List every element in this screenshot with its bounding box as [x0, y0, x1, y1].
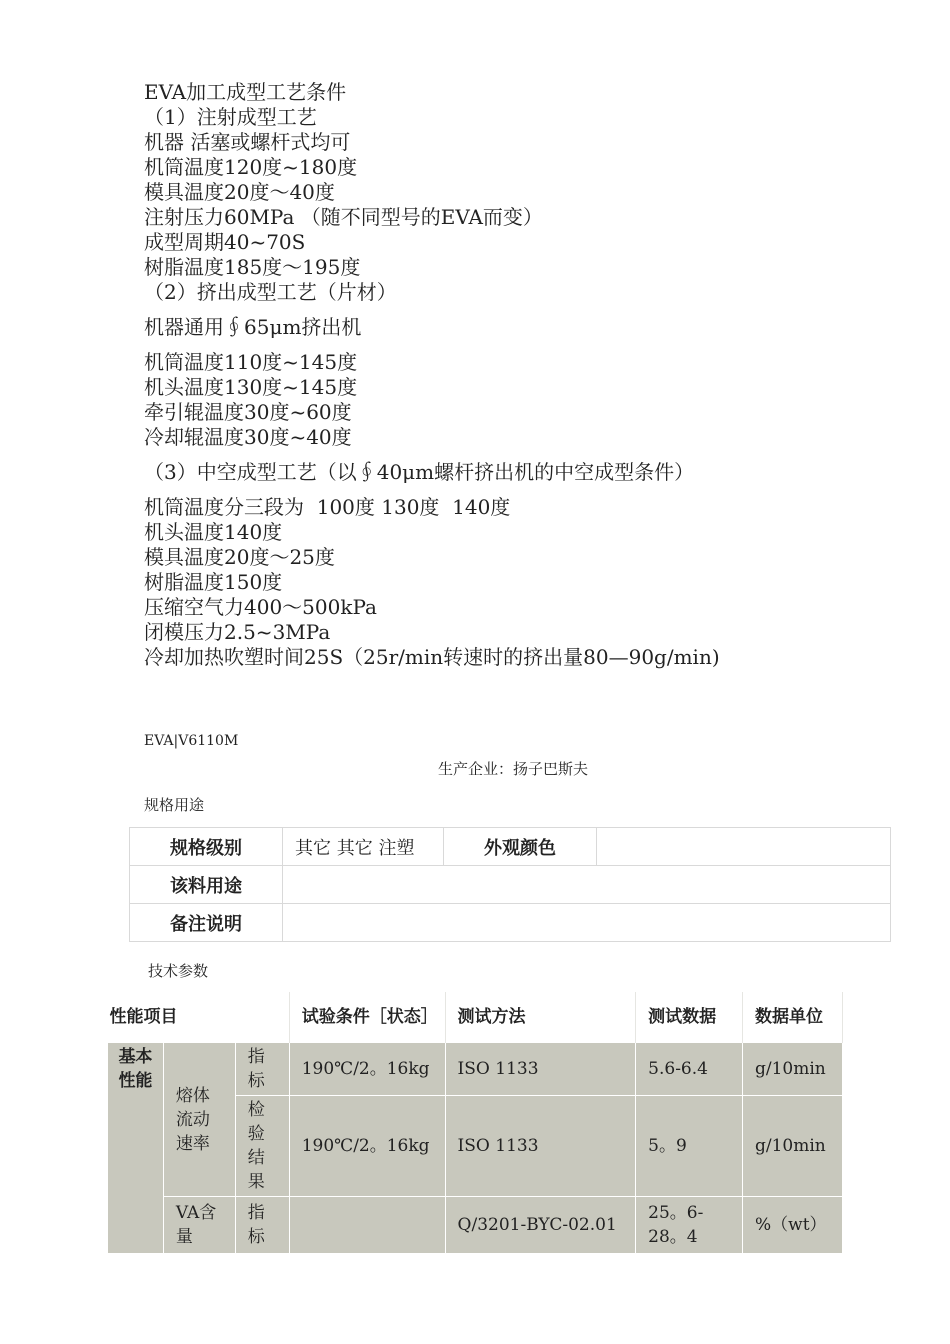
- condition-cell: 190℃/2。16kg: [289, 1096, 445, 1197]
- category-cell: 基本性能: [108, 1043, 164, 1254]
- header-item: 性能项目: [108, 992, 290, 1043]
- process-line: 机器 活塞或螺杆式均可: [144, 130, 351, 154]
- spec-heading: 规格用途: [144, 796, 205, 814]
- color-value: [597, 828, 891, 866]
- process-line: （2）挤出成型工艺（片材）: [144, 280, 397, 304]
- table-row: [130, 866, 891, 904]
- condition-cell: 190℃/2。16kg: [289, 1043, 445, 1096]
- header-data: 测试数据: [636, 992, 743, 1043]
- process-line: 冷却辊温度30度~40度: [144, 425, 352, 449]
- data-cell: 5.6-6.4: [636, 1043, 743, 1096]
- method-cell: Q/3201-BYC-02.01: [445, 1197, 636, 1254]
- note-value: [283, 904, 891, 942]
- process-line: 树脂温度150度: [144, 570, 283, 594]
- type-cell: 指标: [235, 1197, 289, 1254]
- type-cell: 指标: [235, 1043, 289, 1096]
- use-label: 该料用途: [130, 866, 283, 904]
- data-cell: 5。9: [636, 1096, 743, 1197]
- process-title: EVA加工成型工艺条件: [144, 80, 347, 104]
- note-label: 备注说明: [130, 904, 283, 942]
- process-line: 成型周期40~70S: [144, 230, 306, 254]
- method-cell: ISO 1133: [445, 1043, 636, 1096]
- header-condition: 试验条件［状态］: [289, 992, 445, 1043]
- type-cell: 检验结果: [235, 1096, 289, 1197]
- process-line: 树脂温度185度～195度: [144, 255, 361, 279]
- process-line: 机筒温度120度~180度: [144, 155, 358, 179]
- unit-cell: g/10min: [742, 1096, 842, 1197]
- process-line: 压缩空气力400～500kPa: [144, 595, 377, 619]
- process-line: 注射压力60MPa （随不同型号的EVA而变）: [144, 205, 543, 229]
- header-method: 测试方法: [445, 992, 636, 1043]
- grade-label: 规格级别: [130, 828, 283, 866]
- process-line: 机器通用∮65μm挤出机: [144, 315, 362, 339]
- item-cell: 熔体流动速率: [163, 1043, 235, 1197]
- product-model: EVA|V6110M: [144, 733, 239, 749]
- process-line: 机头温度130度~145度: [144, 375, 358, 399]
- process-line: 闭模压力2.5~3MPa: [144, 620, 331, 644]
- table-row: [130, 904, 891, 942]
- table-row: [130, 828, 891, 866]
- process-line: （3）中空成型工艺（以∮40μm螺杆挤出机的中空成型条件）: [144, 460, 695, 484]
- manufacturer: 生产企业：扬子巴斯夫: [438, 760, 589, 778]
- method-cell: ISO 1133: [445, 1096, 636, 1197]
- unit-cell: %（wt）: [742, 1197, 842, 1254]
- process-line: 机筒温度分三段为 100度 130度 140度: [144, 495, 511, 519]
- process-line: 模具温度20度～25度: [144, 545, 335, 569]
- process-line: 冷却加热吹塑时间25S（25r/min转速时的挤出量80—90g/min): [144, 645, 720, 669]
- process-line: 机头温度140度: [144, 520, 283, 544]
- condition-cell: [289, 1197, 445, 1254]
- tech-table: [107, 992, 843, 1254]
- table-row: [108, 1043, 843, 1096]
- grade-value: 其它 其它 注塑: [283, 828, 444, 866]
- data-cell: 25。6-28。4: [636, 1197, 743, 1254]
- table-row: [108, 1197, 843, 1254]
- spec-table: [129, 827, 891, 942]
- color-label: 外观颜色: [444, 828, 597, 866]
- process-line: 机筒温度110度~145度: [144, 350, 358, 374]
- process-line: （1）注射成型工艺: [144, 105, 317, 129]
- unit-cell: g/10min: [742, 1043, 842, 1096]
- item-cell: VA含量: [163, 1197, 235, 1254]
- header-unit: 数据单位: [742, 992, 842, 1043]
- table-header-row: [108, 992, 843, 1043]
- process-text: [144, 80, 904, 670]
- tech-heading: 技术参数: [148, 962, 209, 980]
- process-line: 牵引辊温度30度~60度: [144, 400, 352, 424]
- process-line: 模具温度20度～40度: [144, 180, 335, 204]
- use-value: [283, 866, 891, 904]
